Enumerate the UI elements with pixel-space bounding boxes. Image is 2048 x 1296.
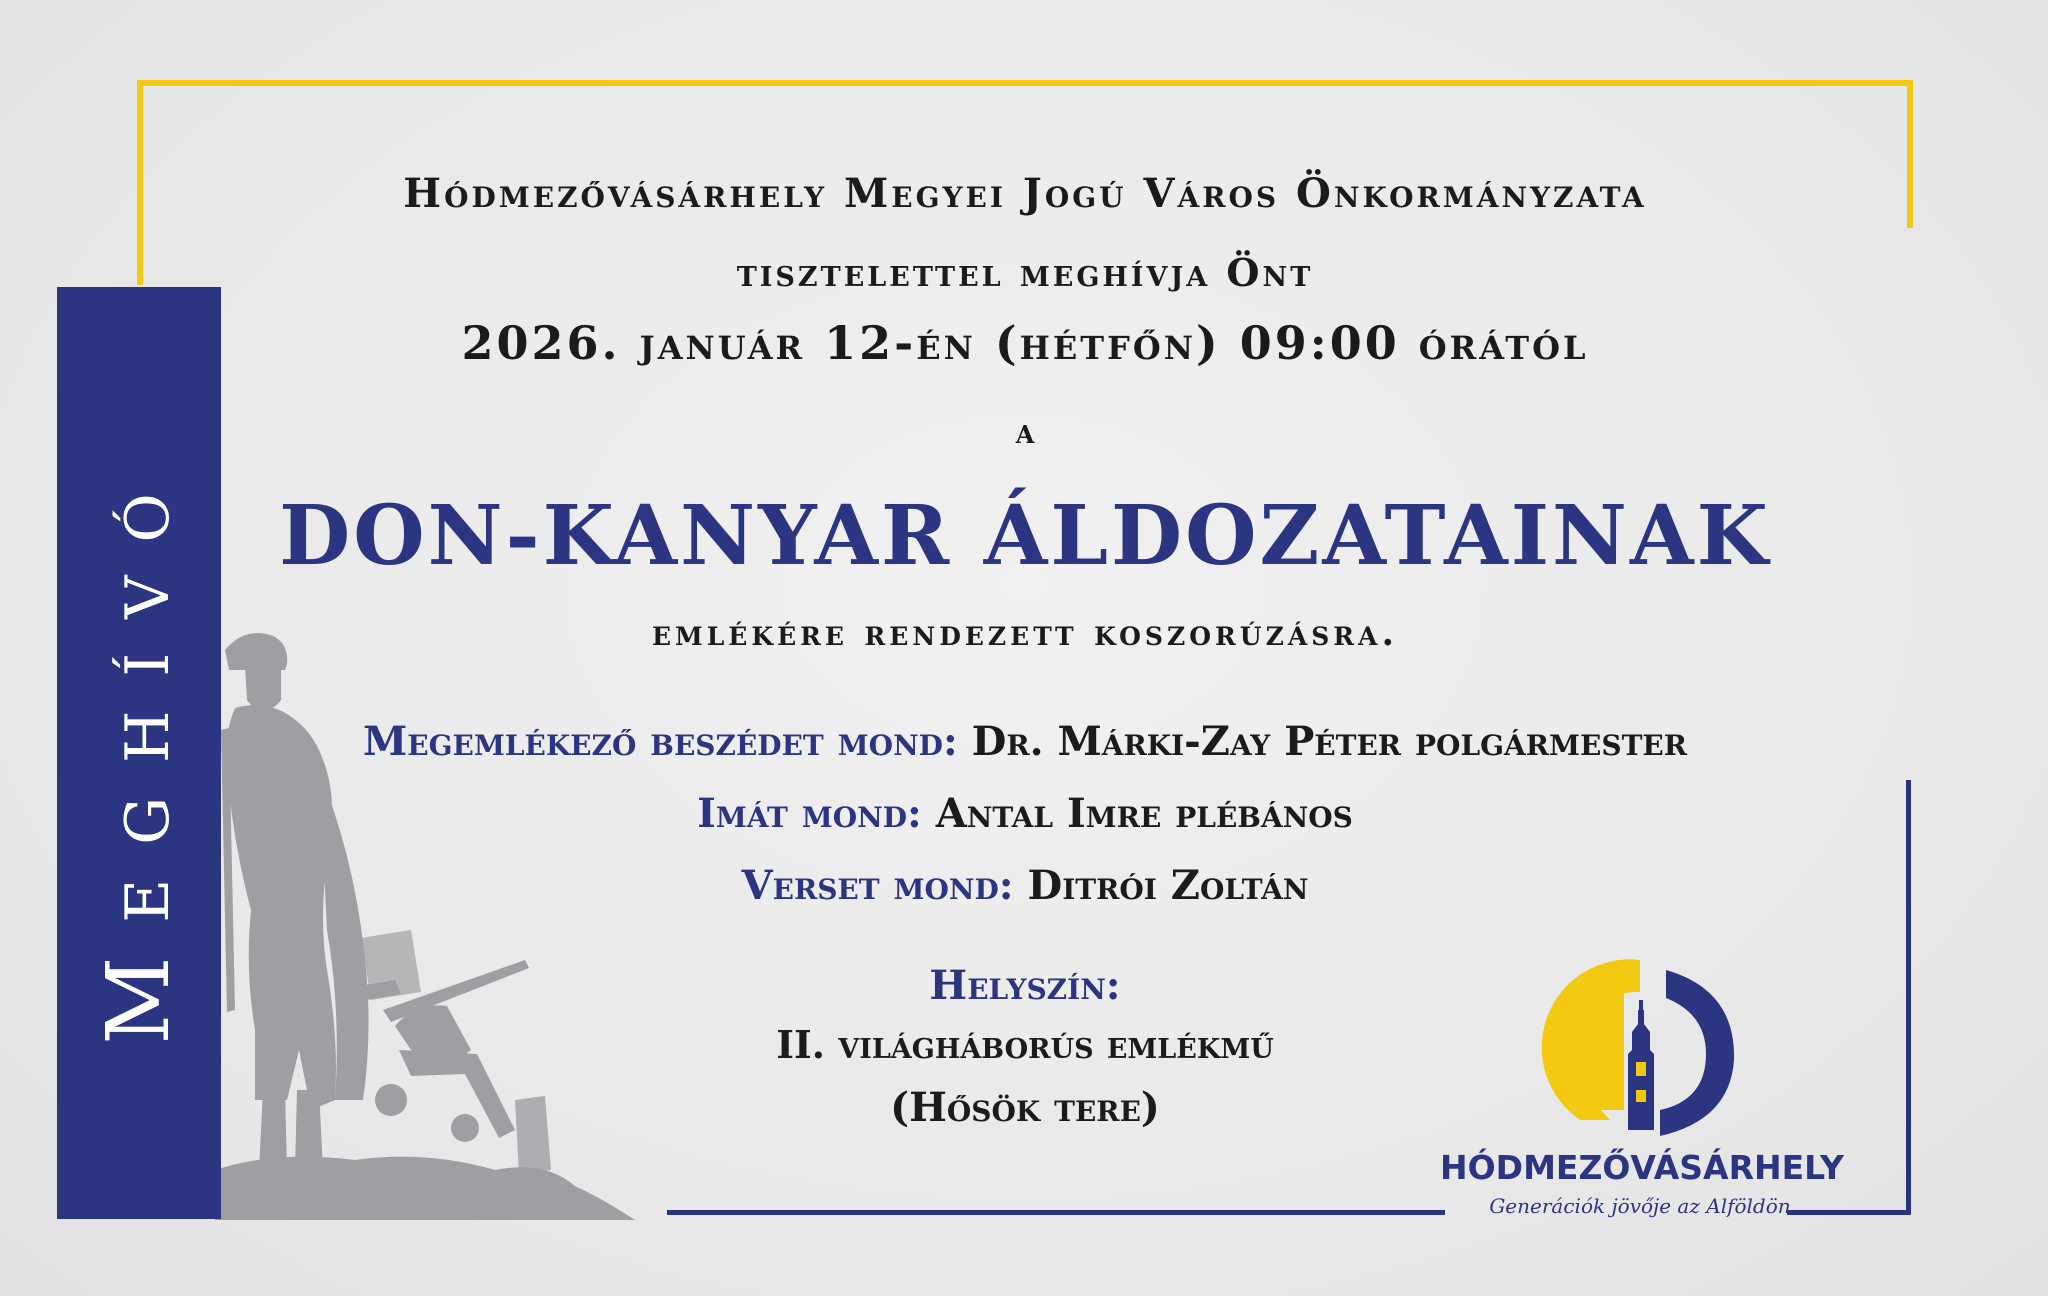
program-value: Ditrói Zoltán (1027, 862, 1309, 909)
frame-line-yellow-top (137, 80, 1913, 86)
location-label: Helyszín: (929, 962, 1121, 1009)
location-line-1: II. világháborús emlékmű (776, 1022, 1274, 1067)
event-date: 2026. január 12-én (hétfőn) 09:00 órától (461, 316, 1589, 370)
frame-line-blue-right (1906, 780, 1911, 1213)
invite-line: tisztelettel meghívja Önt (736, 250, 1314, 295)
event-title: DON-KANYAR ÁLDOZATAINAK (279, 488, 1771, 584)
program-value: Antal Imre plébános (935, 790, 1353, 837)
frame-line-blue-bottom (667, 1210, 1445, 1215)
organizer-name: Hódmezővásárhely Megyei Jogú Város Önkormányzata (403, 170, 1647, 217)
program-value: Dr. Márki-Zay Péter polgármester (971, 718, 1688, 765)
town-logo-icon (1540, 950, 1740, 1140)
logo-tagline: Generációk jövője az Alföldön (1489, 1194, 1791, 1218)
logo-town-name: HÓDMEZŐVÁSÁRHELY (1440, 1148, 1844, 1187)
program-label: Imát mond: (697, 790, 922, 837)
frame-line-yellow-right (1907, 80, 1913, 228)
invitation-label: Meghívó (89, 459, 189, 1045)
article-text: a (1015, 412, 1035, 452)
soldier-statue-illustration (215, 630, 645, 1220)
program-label: Megemlékező beszédet mond: (362, 718, 958, 765)
event-subtitle: emlékére rendezett koszorúzásra. (652, 612, 1398, 654)
program-label: Verset mond: (741, 862, 1014, 909)
frame-line-yellow-left (137, 80, 143, 285)
location-line-2: (Hősök tere) (890, 1084, 1160, 1131)
